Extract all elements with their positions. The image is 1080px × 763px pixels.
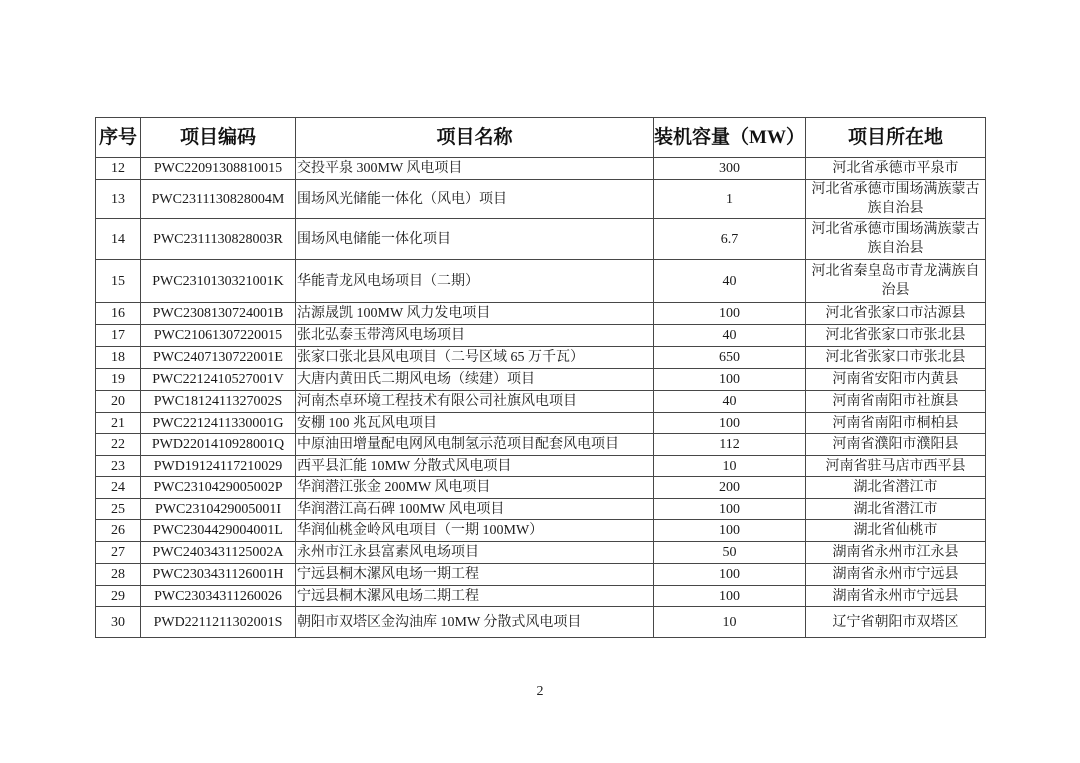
table-row: [96, 542, 986, 564]
cell-capacity: 650: [654, 347, 806, 369]
table-row: [96, 180, 986, 219]
cell-location: 湖南省永州市宁远县: [806, 586, 986, 607]
header-capacity: 装机容量（MW）: [654, 118, 806, 158]
cell-code: PWC22091308810015: [141, 158, 296, 180]
cell-capacity: 100: [654, 369, 806, 391]
cell-location: 河北省张家口市张北县: [806, 325, 986, 347]
cell-name: 朝阳市双塔区金沟油库 10MW 分散式风电项目: [296, 607, 654, 638]
header-index: 序号: [96, 118, 141, 158]
cell-code: PWD19124117210029: [141, 456, 296, 477]
table-row: [96, 564, 986, 586]
cell-location: 湖南省永州市江永县: [806, 542, 986, 564]
cell-name: 围场风光储能一体化（风电）项目: [296, 180, 654, 219]
cell-index: 23: [96, 456, 141, 477]
cell-code: PWC2212410527001V: [141, 369, 296, 391]
cell-name: 围场风电储能一体化项目: [296, 219, 654, 260]
cell-index: 16: [96, 303, 141, 325]
cell-index: 25: [96, 499, 141, 520]
cell-name: 宁远县桐木漯风电场二期工程: [296, 586, 654, 607]
cell-location: 河南省驻马店市西平县: [806, 456, 986, 477]
header-row: [96, 118, 986, 158]
cell-code: PWD2201410928001Q: [141, 434, 296, 456]
cell-location: 河北省承德市围场满族蒙古族自治县: [806, 219, 986, 260]
cell-index: 17: [96, 325, 141, 347]
cell-name: 河南杰卓环境工程技术有限公司社旗风电项目: [296, 391, 654, 413]
cell-location: 河南省安阳市内黄县: [806, 369, 986, 391]
table-row: [96, 607, 986, 638]
cell-code: PWC23034311260026: [141, 586, 296, 607]
cell-name: 大唐内黄田氏二期风电场（续建）项目: [296, 369, 654, 391]
cell-capacity: 10: [654, 456, 806, 477]
cell-location: 湖南省永州市宁远县: [806, 564, 986, 586]
table-row: [96, 219, 986, 260]
cell-capacity: 100: [654, 520, 806, 542]
cell-index: 28: [96, 564, 141, 586]
cell-name: 西平县汇能 10MW 分散式风电项目: [296, 456, 654, 477]
table-row: [96, 520, 986, 542]
cell-index: 24: [96, 477, 141, 499]
cell-capacity: 100: [654, 499, 806, 520]
cell-capacity: 10: [654, 607, 806, 638]
cell-code: PWC2308130724001B: [141, 303, 296, 325]
header-code: 项目编码: [141, 118, 296, 158]
cell-name: 交投平泉 300MW 风电项目: [296, 158, 654, 180]
cell-capacity: 100: [654, 303, 806, 325]
table-row: [96, 477, 986, 499]
cell-code: PWC2304429004001L: [141, 520, 296, 542]
table-row: [96, 158, 986, 180]
cell-code: PWC2310429005002P: [141, 477, 296, 499]
table-row: [96, 456, 986, 477]
cell-location: 湖北省潜江市: [806, 499, 986, 520]
cell-index: 29: [96, 586, 141, 607]
header-name: 项目名称: [296, 118, 654, 158]
cell-location: 河南省濮阳市濮阳县: [806, 434, 986, 456]
cell-name: 宁远县桐木漯风电场一期工程: [296, 564, 654, 586]
cell-capacity: 40: [654, 391, 806, 413]
cell-location: 河北省承德市平泉市: [806, 158, 986, 180]
cell-index: 21: [96, 413, 141, 434]
cell-index: 14: [96, 219, 141, 260]
table-body: [96, 158, 986, 638]
table-row: [96, 347, 986, 369]
cell-name: 张北弘泰玉带湾风电场项目: [296, 325, 654, 347]
cell-capacity: 6.7: [654, 219, 806, 260]
cell-code: PWD2211211302001S: [141, 607, 296, 638]
cell-capacity: 1: [654, 180, 806, 219]
cell-code: PWC21061307220015: [141, 325, 296, 347]
cell-name: 中原油田增量配电网风电制氢示范项目配套风电项目: [296, 434, 654, 456]
table-header: [96, 118, 986, 158]
cell-index: 18: [96, 347, 141, 369]
table-row: [96, 325, 986, 347]
cell-name: 华润潜江张金 200MW 风电项目: [296, 477, 654, 499]
cell-index: 19: [96, 369, 141, 391]
cell-index: 27: [96, 542, 141, 564]
cell-code: PWC2403431125002A: [141, 542, 296, 564]
cell-code: PWC2303431126001H: [141, 564, 296, 586]
cell-capacity: 100: [654, 413, 806, 434]
cell-capacity: 300: [654, 158, 806, 180]
cell-name: 华能青龙风电场项目（二期）: [296, 260, 654, 303]
project-table: [95, 117, 986, 638]
cell-capacity: 112: [654, 434, 806, 456]
cell-capacity: 40: [654, 325, 806, 347]
table-row: [96, 413, 986, 434]
cell-index: 22: [96, 434, 141, 456]
cell-index: 20: [96, 391, 141, 413]
cell-name: 张家口张北县风电项目（二号区域 65 万千瓦）: [296, 347, 654, 369]
cell-index: 30: [96, 607, 141, 638]
cell-code: PWC2311130828004M: [141, 180, 296, 219]
cell-code: PWC2310130321001K: [141, 260, 296, 303]
cell-code: PWC2310429005001I: [141, 499, 296, 520]
table-row: [96, 434, 986, 456]
cell-code: PWC2407130722001E: [141, 347, 296, 369]
cell-name: 华润潜江高石碑 100MW 风电项目: [296, 499, 654, 520]
table-row: [96, 499, 986, 520]
cell-index: 15: [96, 260, 141, 303]
cell-capacity: 100: [654, 586, 806, 607]
cell-index: 12: [96, 158, 141, 180]
cell-location: 河北省张家口市沽源县: [806, 303, 986, 325]
table-row: [96, 260, 986, 303]
table-row: [96, 303, 986, 325]
cell-code: PWC2311130828003R: [141, 219, 296, 260]
cell-capacity: 100: [654, 564, 806, 586]
cell-code: PWC1812411327002S: [141, 391, 296, 413]
cell-location: 湖北省仙桃市: [806, 520, 986, 542]
header-location: 项目所在地: [806, 118, 986, 158]
cell-index: 13: [96, 180, 141, 219]
table-row: [96, 369, 986, 391]
cell-location: 河南省南阳市桐柏县: [806, 413, 986, 434]
cell-location: 河北省承德市围场满族蒙古族自治县: [806, 180, 986, 219]
cell-capacity: 50: [654, 542, 806, 564]
cell-name: 安棚 100 兆瓦风电项目: [296, 413, 654, 434]
cell-location: 辽宁省朝阳市双塔区: [806, 607, 986, 638]
cell-capacity: 200: [654, 477, 806, 499]
cell-index: 26: [96, 520, 141, 542]
cell-capacity: 40: [654, 260, 806, 303]
table-row: [96, 586, 986, 607]
cell-location: 河北省秦皇岛市青龙满族自治县: [806, 260, 986, 303]
cell-location: 湖北省潜江市: [806, 477, 986, 499]
page-number: 2: [536, 684, 544, 699]
cell-location: 河北省张家口市张北县: [806, 347, 986, 369]
table-row: [96, 391, 986, 413]
cell-name: 永州市江永县富素风电场项目: [296, 542, 654, 564]
cell-code: PWC2212411330001G: [141, 413, 296, 434]
cell-name: 沽源晟凯 100MW 风力发电项目: [296, 303, 654, 325]
cell-location: 河南省南阳市社旗县: [806, 391, 986, 413]
cell-name: 华润仙桃金岭风电项目（一期 100MW）: [296, 520, 654, 542]
